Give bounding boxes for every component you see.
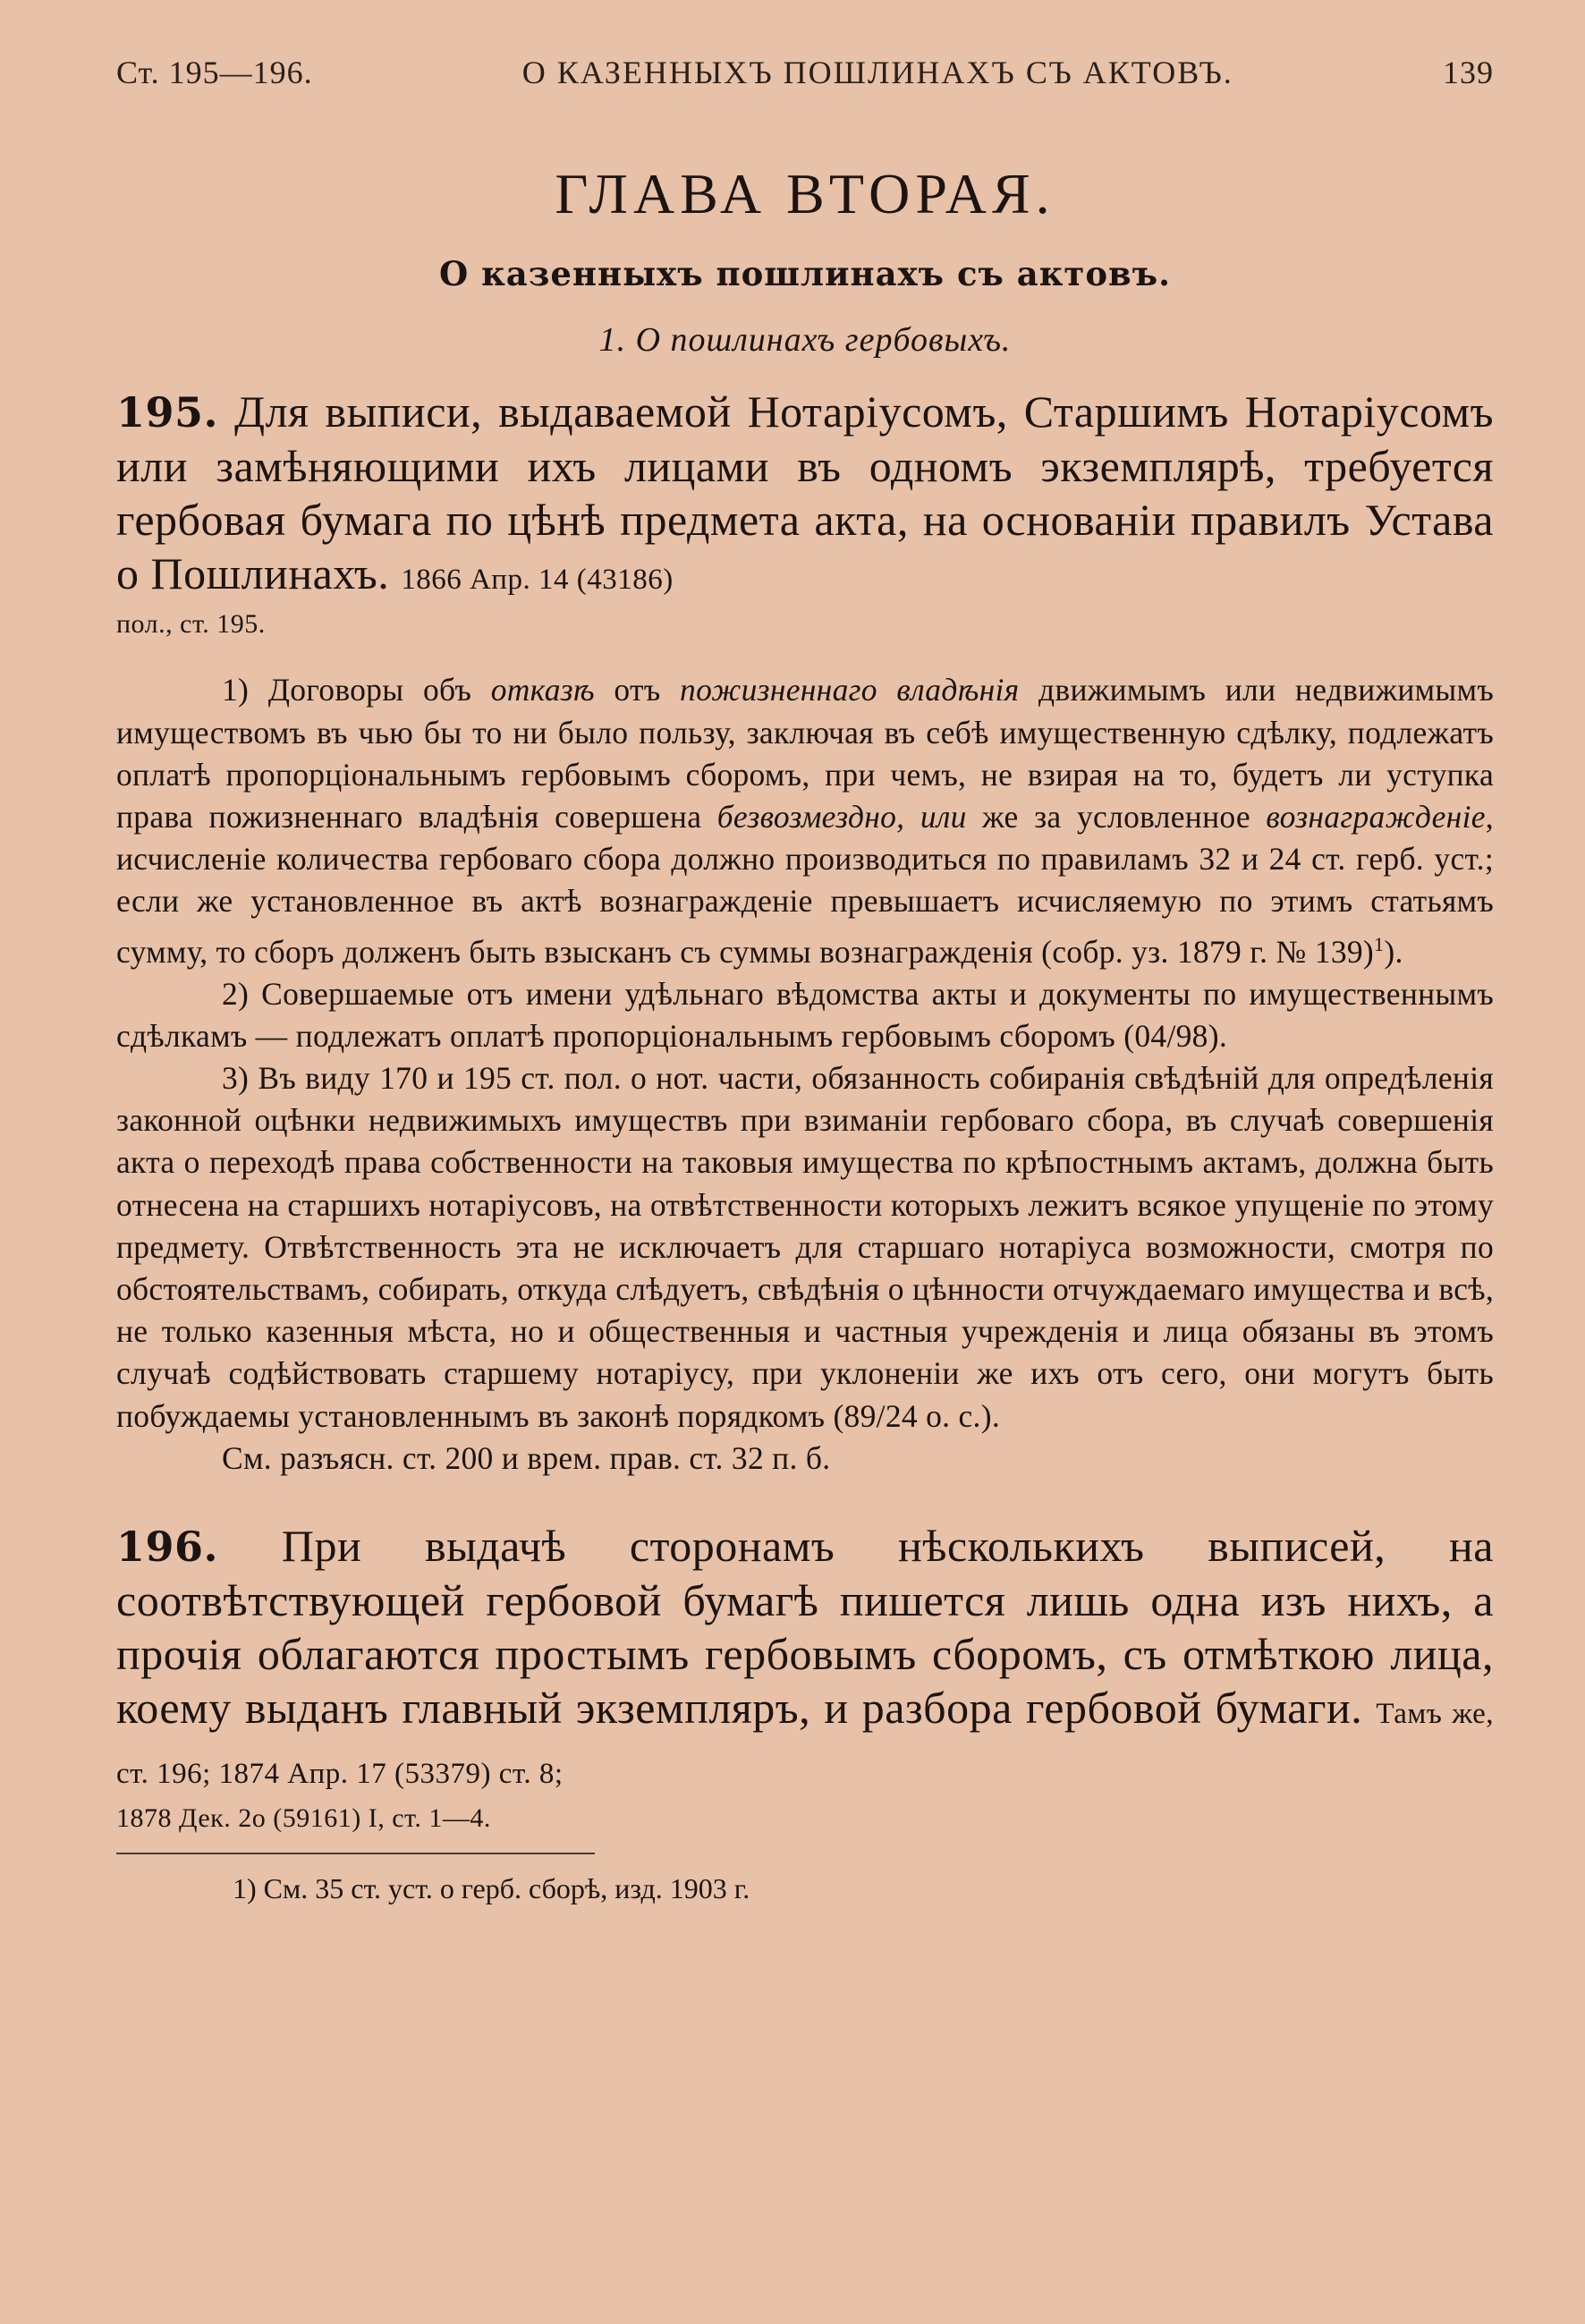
note-italic: отказѣ (490, 672, 595, 708)
article-notes (116, 669, 1494, 1480)
note-text: движимымъ или недвижимымъ имуществомъ въ чью бы то ни было пользу, заключая въ себѣ имущественную сдѣлку, подлежатъ оплатѣ пропорціональнымъ гербовымъ сборомъ, при чемъ, не взирая на то, будетъ ли уступка права пожизненнаго владѣнія совершена (116, 672, 1494, 835)
article-195 (116, 385, 1494, 642)
note-text: ). (1384, 933, 1403, 970)
running-head (116, 54, 1494, 107)
note-italic: безвозмездно, или (716, 799, 967, 835)
article-reference-cont: 1878 Дек. 2о (59161) I, ст. 1—4. (116, 1803, 491, 1834)
article-range: Ст. 195—196. (116, 55, 313, 90)
chapter-title: ГЛАВА ВТОРАЯ. (555, 162, 1055, 225)
note-text: , исчисленіе количества гербоваго сбора должно производиться по правиламъ 32 и 24 ст. герб. уст.; если же установленное въ актѣ вознагражденіе превышаетъ исчисляемую по этимъ статьямъ сумму, то сборъ долженъ быть взысканъ съ суммы вознагражденія (собр. уз. 1879 г. № 139) (116, 799, 1494, 970)
article-text: Для выписи, выдаваемой Нотаріусомъ, Старшимъ Нотаріусомъ или замѣняющими ихъ лицами въ одномъ экземплярѣ, требуется гербовая бумага по цѣнѣ предмета акта, на основаніи правилъ Устава о Пошлинахъ. (116, 386, 1494, 599)
footnote: 1) См. 35 ст. уст. о герб. сборѣ, изд. 1903 г. (233, 1872, 750, 1905)
section-title: 1. О пошлинахъ гербовыхъ. (598, 321, 1012, 360)
footnote-marker: 1 (1374, 932, 1385, 955)
article-reference: Тамъ же, ст. 196; 1874 Апр. 17 (53379) ст. 8; (116, 1698, 1494, 1791)
article-196 (116, 1519, 1494, 1836)
chapter-subtitle: О казенныхъ пошлинахъ съ актовъ. (438, 254, 1172, 294)
note-text: же за условленное (966, 799, 1267, 835)
note-text: 1) Договоры объ (222, 672, 491, 708)
note-2: 2) Совершаемые отъ имени удѣльнаго вѣдомства акты и документы по имущественнымъ сдѣлкамъ — подлежатъ оплатѣ пропорціональнымъ гербовымъ сборомъ (04/98). (116, 975, 1494, 1054)
running-title: О КАЗЕННЫХЪ ПОШЛИНАХЪ СЪ АКТОВЪ. (521, 55, 1233, 90)
see-also: См. разъясн. ст. 200 и врем. прав. ст. 32 п. б. (222, 1439, 831, 1476)
note-3: 3) Въ виду 170 и 195 ст. пол. о нот. части, обязанность собиранія свѣдѣній для опредѣленія законной оцѣнки недвижимыхъ имуществъ при взиманіи гербоваго сбора, въ случаѣ совершенія акта о переходѣ права собственности на таковыя имущества по крѣпостнымъ актамъ, должна быть отнесена на старшихъ нотаріусовъ, на отвѣтственности которыхъ лежитъ всякое упущеніе по этому предмету. Отвѣтственность эта не исключаетъ для старшаго нотаріуса возможности, смотря по обстоятельствамъ, собирать, откуда слѣдуетъ, свѣдѣнія о цѣнности отчуждаемаго имущества и всѣ, не только казенныя мѣста, но и общественныя и частныя учрежденія и лица обязаны въ этомъ случаѣ содѣйствовать старшему нотаріусу, при уклоненіи же ихъ отъ сего, они могутъ быть побуждаемы установленнымъ въ законѣ порядкомъ (89/24 о. с.). (116, 1060, 1494, 1434)
footnote-divider (116, 1853, 595, 1854)
note-italic: вознагражденіе (1266, 799, 1486, 835)
article-number: 196. (116, 1522, 219, 1572)
note-text: отъ (594, 672, 681, 708)
note-italic: пожизненнаго владѣнія (680, 672, 1020, 708)
article-number: 195. (116, 388, 219, 437)
article-text: При выдачѣ сторонамъ нѣсколькихъ выписей, на соотвѣтствующей гербовой бумагѣ пишется лишь одна изъ нихъ, а прочія облагаются простымъ гербовымъ сборомъ, съ отмѣткою лица, коему выданъ главный экземпляръ, и разбора гербовой бумаги. (116, 1521, 1494, 1734)
article-reference-cont: пол., ст. 195. (116, 609, 266, 640)
article-reference: 1866 Апр. 14 (43186) (401, 564, 674, 597)
page-number: 139 (1442, 55, 1494, 90)
note-1 (116, 669, 1494, 972)
book-page (116, 54, 1494, 2308)
